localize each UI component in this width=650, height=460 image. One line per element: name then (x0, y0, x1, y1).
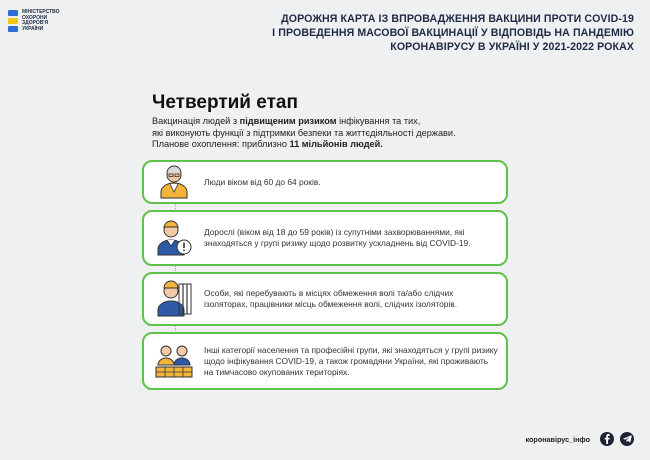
facebook-icon[interactable] (600, 432, 614, 446)
detention-staff-icon (144, 280, 204, 318)
group-text: Інші категорії населення та професійні групи, які знаходяться у групі ризику щодо інфікування COVID-19, а також громадяни України, які проживають на тимчасово окупованих територіях. (204, 344, 498, 377)
ministry-name: МІНІСТЕРСТВО ОХОРОНИ ЗДОРОВ'Я УКРАЇНИ (22, 9, 60, 32)
group-text: Люди віком від 60 до 64 років. (204, 176, 321, 187)
roadmap-title-line-3: КОРОНАВІРУСУ В УКРАЇНІ У 2021-2022 РОКАХ (390, 41, 634, 53)
ministry-logo (8, 10, 66, 32)
roadmap-title-line-2: І ПРОВЕДЕННЯ МАСОВОЇ ВАКЦИНАЦІЇ У ВІДПОВІДЬ НА ПАНДЕМІЮ (272, 27, 634, 39)
group-card-adults-at-risk (142, 210, 508, 266)
ministry-emblem-icon (8, 10, 18, 32)
footer (526, 432, 634, 446)
stage-title: Четвертий етап (152, 92, 298, 113)
group-of-people-icon (144, 343, 204, 379)
group-card-other-categories (142, 332, 508, 390)
group-card-elderly (142, 160, 508, 204)
group-text: Особи, які перебувають в місцях обмеження волі та/або слідчих ізоляторах, працівники місць обмеження волі, слідчих ізоляторів. (204, 288, 458, 309)
coverage-line: Планове охоплення: приблизно 11 мільйонів людей. (152, 139, 383, 149)
stage-intro (152, 116, 532, 151)
intro-line-2: які виконують функції з підтримки безпеки та життєдіяльності держави. (152, 127, 456, 138)
intro-line-1: Вакцинація людей з підвищеним ризиком інфікування та тих, (152, 116, 421, 126)
elderly-person-icon (144, 164, 204, 200)
roadmap-title-line-1: ДОРОЖНЯ КАРТА ІЗ ВПРОВАДЖЕННЯ ВАКЦИНИ ПРОТИ COVID-19 (281, 13, 634, 25)
telegram-icon[interactable] (620, 432, 634, 446)
adult-at-risk-icon (144, 219, 204, 257)
group-card-detention (142, 272, 508, 326)
footer-brand: коронавірус_інфо (525, 434, 590, 444)
group-text: Дорослі (віком від 18 до 59 років) із супутніми захворюваннями, які знаходяться у групі ризику щодо розвитку ускладнень від COVID-19. (204, 227, 471, 248)
roadmap-title (214, 12, 634, 54)
